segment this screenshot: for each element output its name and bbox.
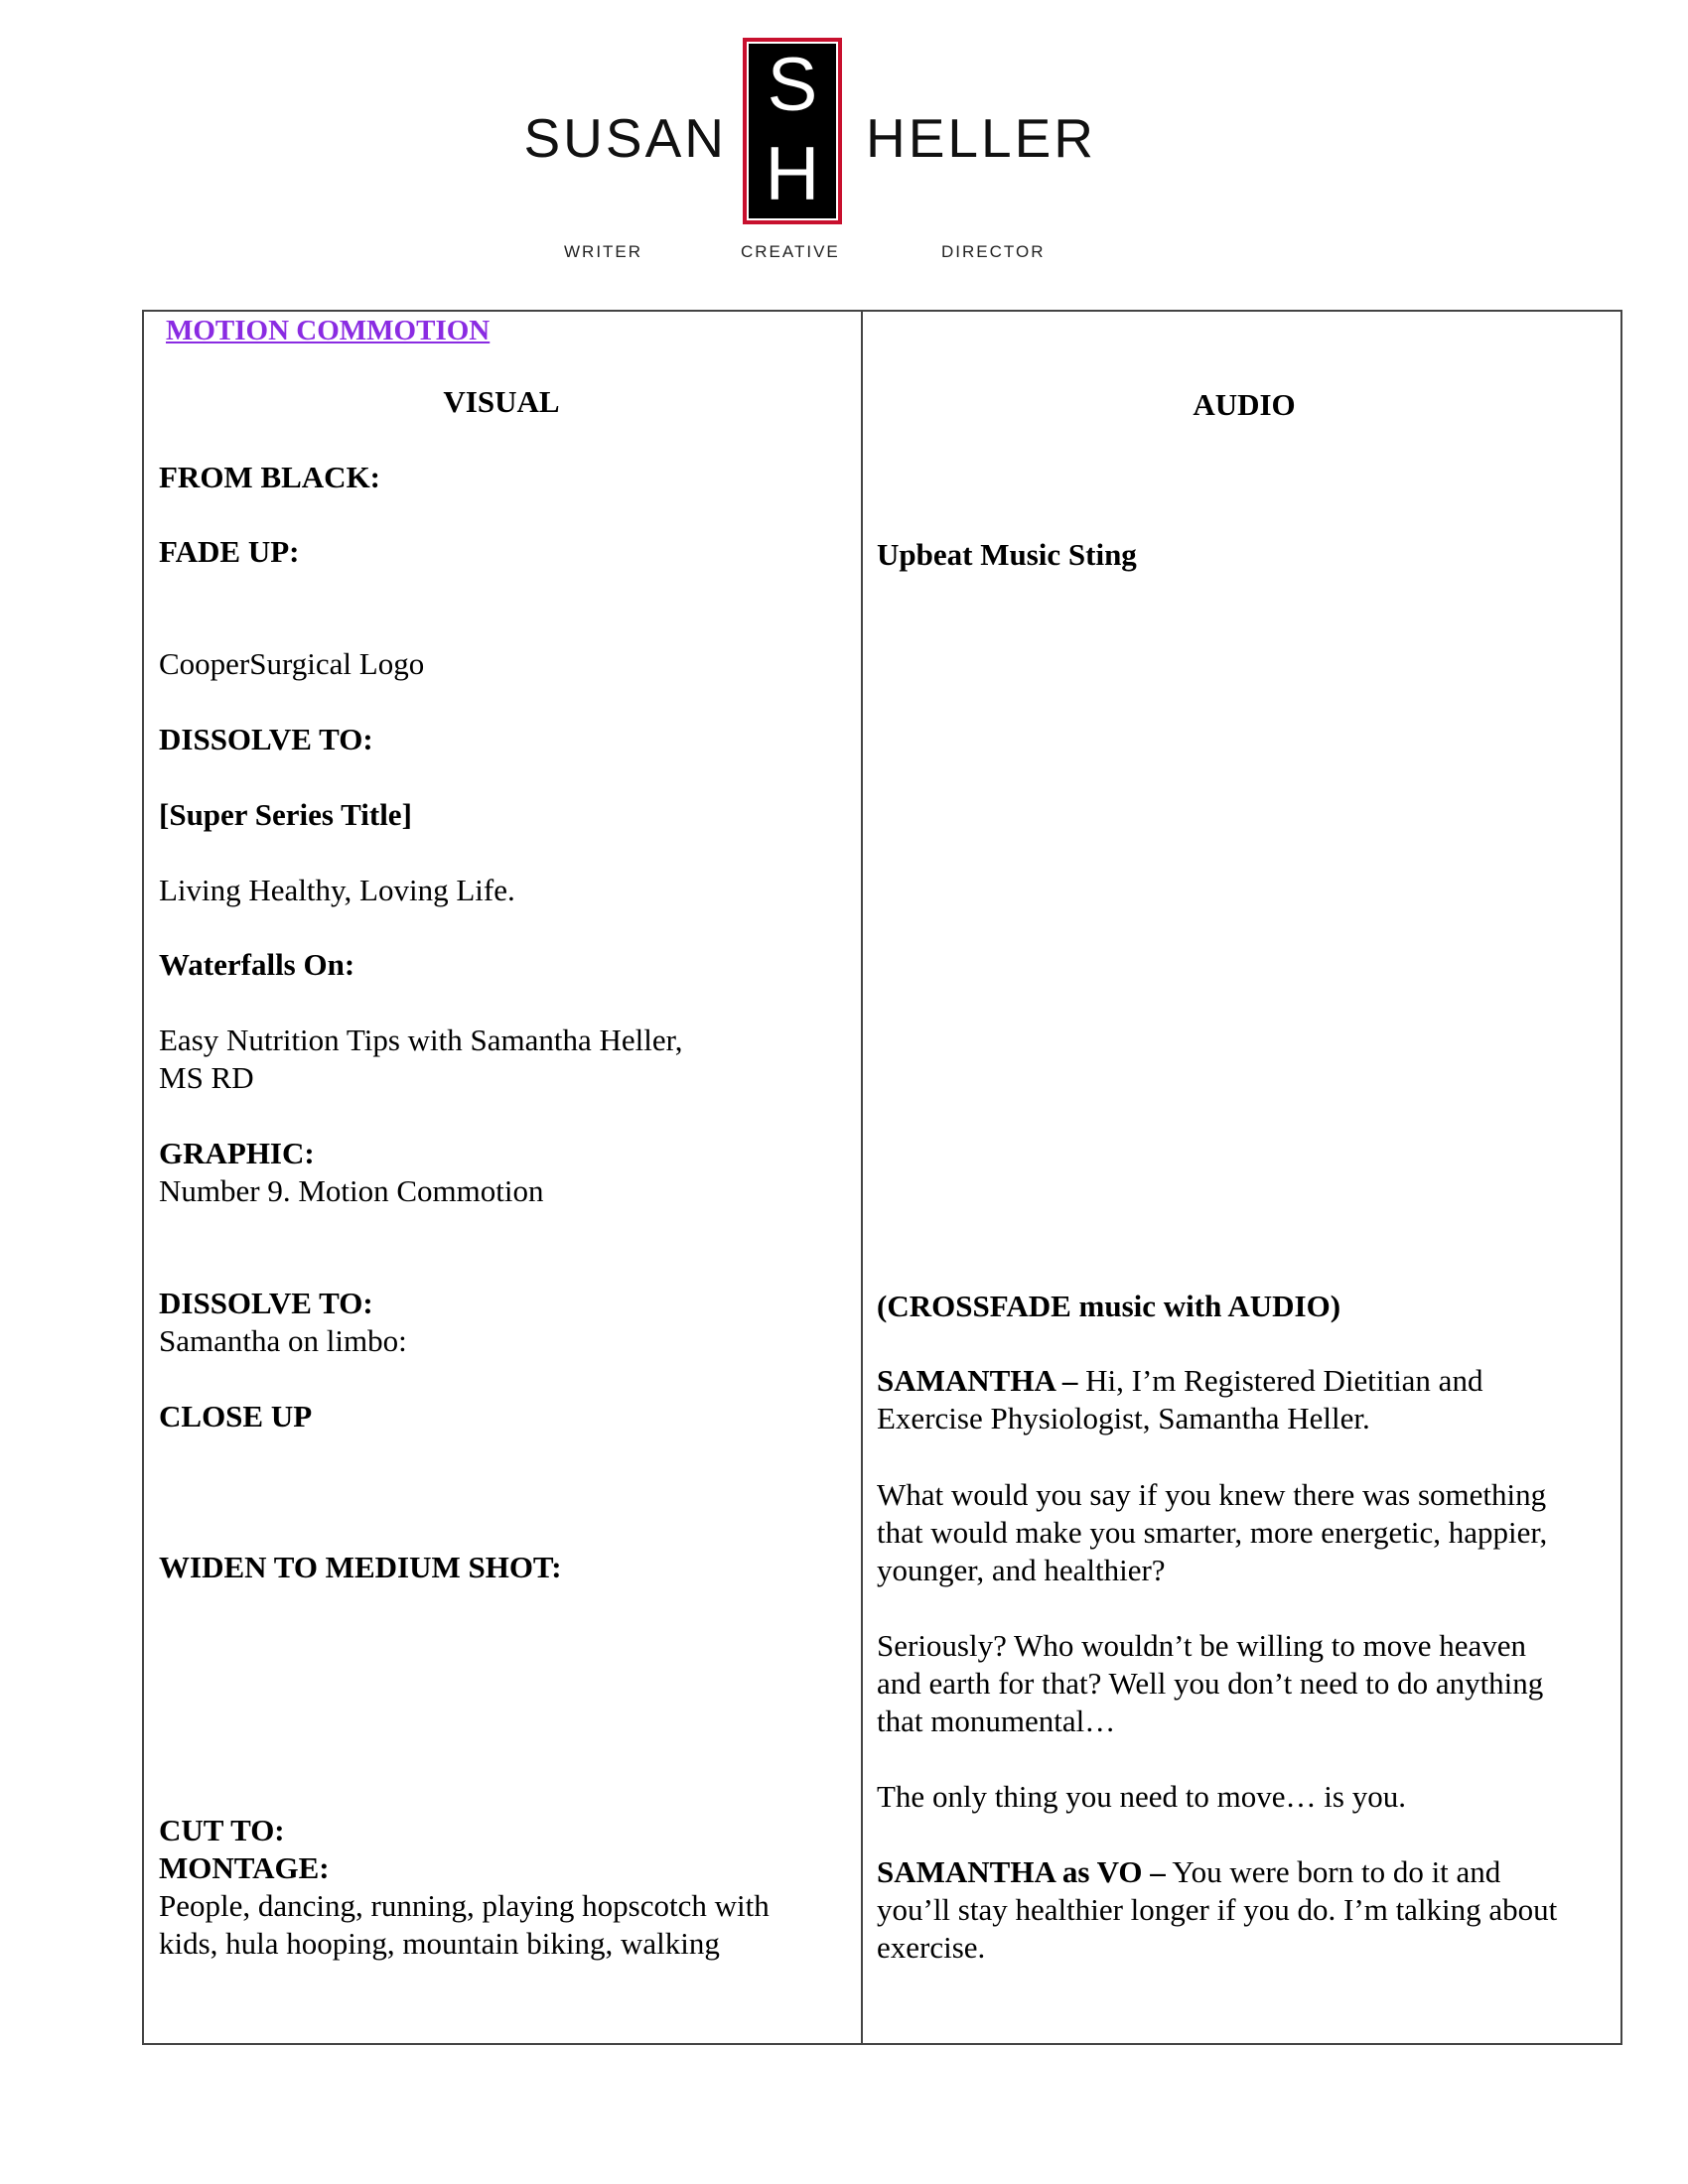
- montage-cue: MONTAGE:: [159, 1850, 330, 1885]
- graphic-cue: GRAPHIC:: [159, 1136, 315, 1170]
- samantha-line-2: Exercise Physiologist, Samantha Heller.: [877, 1401, 1370, 1435]
- audio-column: [877, 312, 1612, 2043]
- tagline-director: director: [941, 236, 1046, 263]
- montage-line-1: People, dancing, running, playing hopscotch with: [159, 1888, 770, 1923]
- logo-shot: CooperSurgical Logo: [159, 646, 425, 681]
- waterfalls-on-cue: Waterfalls On:: [159, 947, 355, 982]
- vo-speaker-label: SAMANTHA as VO –: [877, 1854, 1166, 1889]
- waterfalls-text: [159, 1022, 844, 1097]
- letterhead: [0, 0, 1688, 298]
- widen-cue: WIDEN TO MEDIUM SHOT:: [159, 1550, 562, 1584]
- crossfade-cue: (CROSSFADE music with AUDIO): [877, 1289, 1341, 1323]
- audio-paragraph-3: The only thing you need to move… is you.: [877, 1779, 1406, 1814]
- dissolve-cue-2: DISSOLVE TO:: [159, 1286, 373, 1320]
- vo-line-3: exercise.: [877, 1930, 986, 1965]
- vo-block: [877, 1853, 1612, 1967]
- samantha-speaker-label: SAMANTHA –: [877, 1363, 1078, 1398]
- samantha-intro: [877, 1362, 1612, 1437]
- project-title-link[interactable]: MOTION COMMOTION: [166, 315, 491, 346]
- name-first: susan: [523, 86, 727, 174]
- graphic-block: [159, 1135, 844, 1210]
- graphic-text: Number 9. Motion Commotion: [159, 1173, 544, 1208]
- para2-line-2: and earth for that? Well you don’t need to do anything: [877, 1666, 1544, 1701]
- column-divider: [861, 312, 863, 2043]
- para1-line-1: What would you say if you knew there was something: [877, 1477, 1547, 1512]
- tagline-writer: writer: [564, 236, 643, 263]
- tagline-creative: creative: [741, 236, 840, 263]
- dissolve-block-2: [159, 1285, 844, 1360]
- close-up-cue: CLOSE UP: [159, 1399, 313, 1433]
- visual-column: [159, 312, 844, 2043]
- super-series-title-cue: [Super Series Title]: [159, 797, 412, 832]
- dissolve-2-text: Samantha on limbo:: [159, 1323, 407, 1358]
- logo-inner-panel: [747, 42, 838, 220]
- script-table: [142, 310, 1622, 2045]
- audio-paragraph-2: [877, 1627, 1612, 1740]
- para2-line-3: that monumental…: [877, 1704, 1116, 1738]
- waterfalls-line-2: MS RD: [159, 1060, 254, 1095]
- vo-line-1: You were born to do it and: [1165, 1854, 1501, 1889]
- sh-monogram-logo: [743, 38, 842, 224]
- audio-paragraph-1: [877, 1476, 1612, 1589]
- fade-up-cue: FADE UP:: [159, 534, 300, 569]
- logo-letter-s: S: [767, 43, 818, 127]
- montage-block: [159, 1812, 844, 1963]
- music-cue: Upbeat Music Sting: [877, 537, 1137, 572]
- visual-heading: VISUAL: [443, 384, 560, 419]
- audio-heading: AUDIO: [1193, 387, 1296, 422]
- montage-line-2: kids, hula hooping, mountain biking, walking: [159, 1926, 720, 1961]
- vo-line-2: you’ll stay healthier longer if you do. I’m talking about: [877, 1892, 1558, 1927]
- from-black-cue: FROM BLACK:: [159, 460, 381, 494]
- para2-line-1: Seriously? Who wouldn’t be willing to move heaven: [877, 1628, 1527, 1663]
- logo-letter-h: H: [765, 132, 820, 216]
- name-last: heller: [866, 86, 1096, 174]
- dissolve-cue-1: DISSOLVE TO:: [159, 722, 373, 756]
- series-title-text: Living Healthy, Loving Life.: [159, 873, 515, 907]
- para1-line-2: that would make you smarter, more energetic, happier,: [877, 1515, 1548, 1550]
- samantha-line-1: Hi, I’m Registered Dietitian and: [1077, 1363, 1483, 1398]
- waterfalls-line-1: Easy Nutrition Tips with Samantha Heller,: [159, 1023, 683, 1057]
- cut-to-cue: CUT TO:: [159, 1813, 285, 1847]
- para1-line-3: younger, and healthier?: [877, 1553, 1166, 1587]
